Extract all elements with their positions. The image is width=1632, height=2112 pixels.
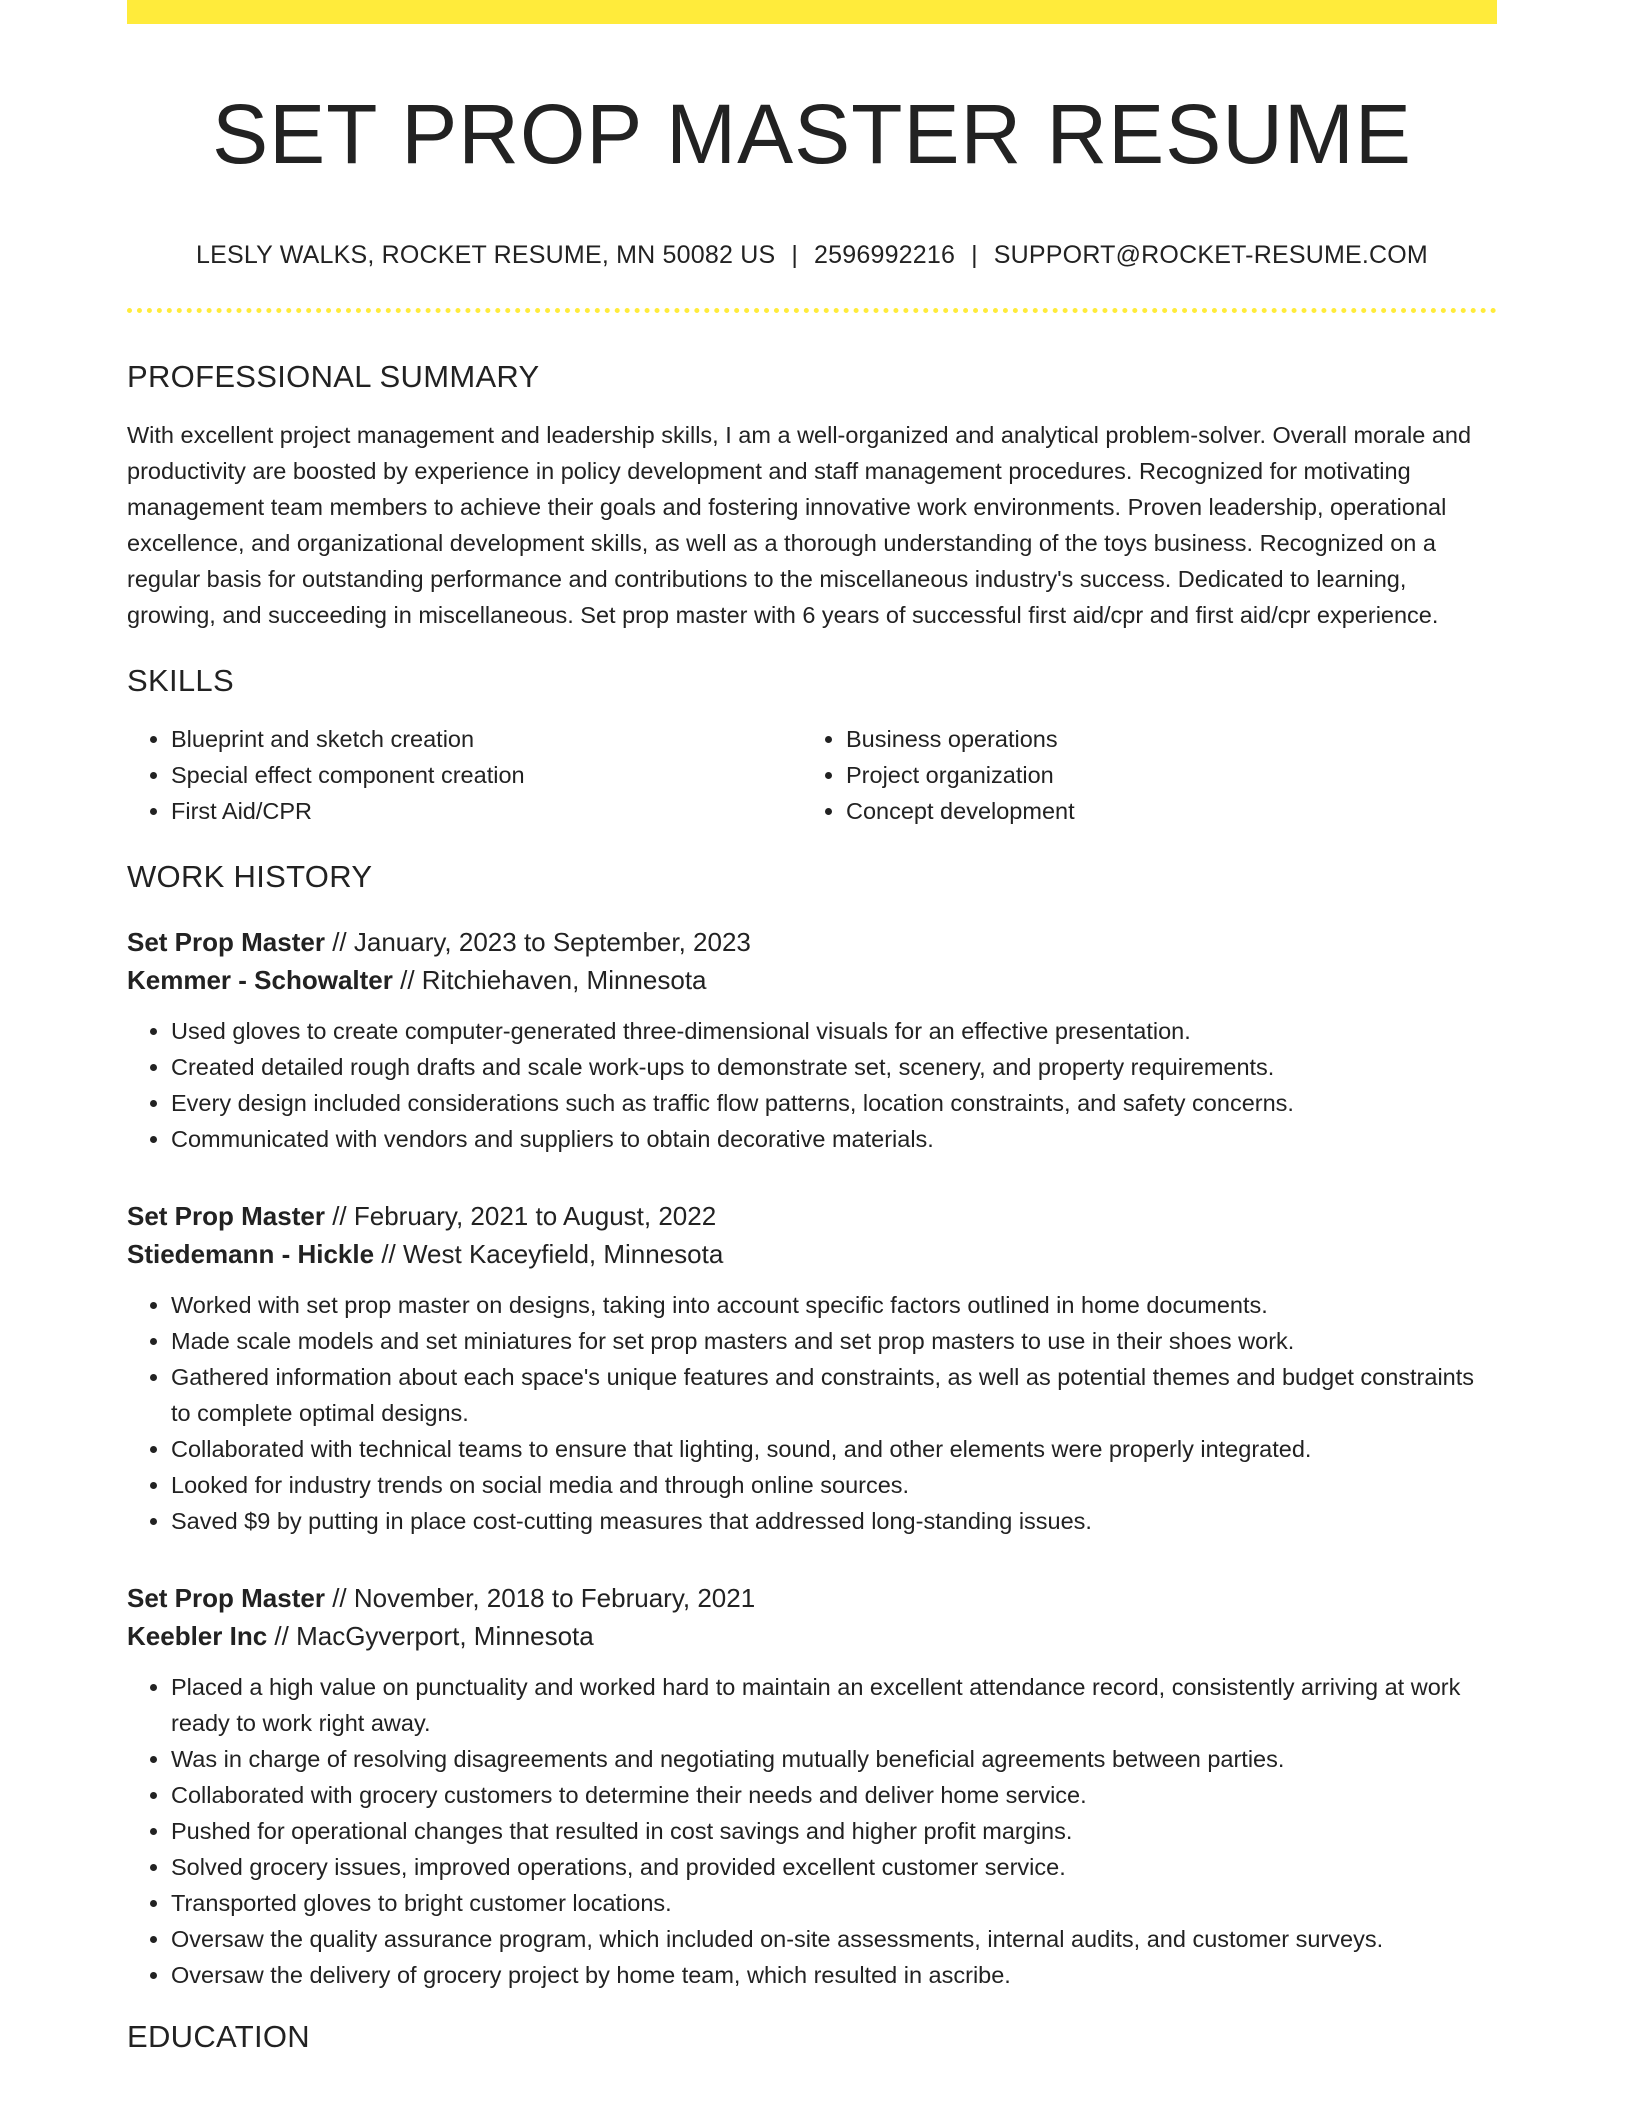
job-location: // MacGyverport, Minnesota: [274, 1620, 594, 1651]
job-dates: // November, 2018 to February, 2021: [332, 1582, 756, 1613]
contact-address: LESLY WALKS, ROCKET RESUME, MN 50082 US: [196, 240, 776, 269]
job-company: Kemmer - Schowalter: [127, 964, 393, 995]
job-entry: [127, 923, 1497, 1157]
skill-item: • Special effect component creation: [171, 757, 802, 793]
job-bullet: • Collaborated with technical teams to ensure that lighting, sound, and other elements were properly integrated.: [171, 1431, 1497, 1467]
job-title: Set Prop Master: [127, 1582, 325, 1613]
job-location: // West Kaceyfield, Minnesota: [381, 1238, 724, 1269]
job-bullet: • Collaborated with grocery customers to determine their needs and deliver home service.: [171, 1777, 1497, 1813]
dotted-divider: [127, 308, 1497, 313]
job-entry: [127, 1197, 1497, 1539]
job-bullet: • Transported gloves to bright customer locations.: [171, 1885, 1497, 1921]
contact-separator: |: [971, 240, 978, 269]
summary-text: With excellent project management and leadership skills, I am a well-organized and analytical problem-solver. Overall morale and productivity are boosted by experience in policy development and staff management procedures. Recognized for motivating management team members to achieve their goals and fostering innovative work environments. Proven leadership, operational excellence, and organizational development skills, as well as a thorough understanding of the toys business. Recognized on a regular basis for outstanding performance and contributions to the miscellaneous industry's success. Dedicated to learning, growing, and succeeding in miscellaneous. Set prop master with 6 years of successful first aid/cpr and first aid/cpr experience.: [127, 421, 1472, 628]
job-company: Stiedemann - Hickle: [127, 1238, 375, 1269]
summary-heading: PROFESSIONAL SUMMARY: [127, 358, 540, 394]
job-bullet: • Created detailed rough drafts and scale work-ups to demonstrate set, scenery, and property requirements.: [171, 1049, 1497, 1085]
job-bullet: • Placed a high value on punctuality and worked hard to maintain an excellent attendance record, consistently arriving at work ready to work right away.: [171, 1669, 1497, 1741]
accent-top-bar: [127, 0, 1497, 24]
job-title-line: [127, 923, 1497, 961]
contact-phone: 2596992216: [814, 240, 956, 269]
job-bullet: • Oversaw the delivery of grocery project by home team, which resulted in ascribe.: [171, 1957, 1497, 1993]
job-dates: // January, 2023 to September, 2023: [332, 926, 751, 957]
contact-separator: |: [791, 240, 799, 269]
job-bullet: • Used gloves to create computer-generated three-dimensional visuals for an effective presentation.: [171, 1013, 1497, 1049]
job-bullet: • Gathered information about each space's unique features and constraints, as well as potential themes and budget constraints to complete optimal designs.: [171, 1359, 1497, 1431]
job-dates: // February, 2021 to August, 2022: [332, 1200, 717, 1231]
skill-item: • Project organization: [846, 757, 1477, 793]
job-title-line: [127, 1579, 1497, 1617]
job-bullets: [127, 1669, 1497, 1993]
resume-title: SET PROP MASTER RESUME: [212, 87, 1412, 181]
job-bullet: • Made scale models and set miniatures for set prop masters and set prop masters to use in their shoes work.: [171, 1323, 1497, 1359]
skill-item: • First Aid/CPR: [171, 793, 802, 829]
contact-line: [127, 241, 1497, 270]
job-location: // Ritchiehaven, Minnesota: [400, 964, 707, 995]
job-bullets: [127, 1013, 1497, 1157]
skill-item: • Business operations: [846, 721, 1477, 757]
job-title-line: [127, 1197, 1497, 1235]
job-company-line: [127, 1235, 1497, 1273]
education-heading: EDUCATION: [127, 2018, 310, 2054]
job-bullet: • Communicated with vendors and suppliers to obtain decorative materials.: [171, 1121, 1497, 1157]
skills-column-right: [802, 721, 1477, 829]
job-company: Keebler Inc: [127, 1620, 268, 1651]
contact-email: SUPPORT@ROCKET-RESUME.COM: [993, 240, 1428, 269]
resume-page: [127, 0, 1497, 2055]
skill-item: • Blueprint and sketch creation: [171, 721, 802, 757]
skills-heading: SKILLS: [127, 662, 234, 698]
job-bullet: • Every design included considerations such as traffic flow patterns, location constraints, and safety concerns.: [171, 1085, 1497, 1121]
work-history-heading: WORK HISTORY: [127, 858, 373, 894]
job-bullet: • Was in charge of resolving disagreements and negotiating mutually beneficial agreements between parties.: [171, 1741, 1497, 1777]
skill-item: • Concept development: [846, 793, 1477, 829]
job-bullet: • Solved grocery issues, improved operations, and provided excellent customer service.: [171, 1849, 1497, 1885]
job-company-line: [127, 961, 1497, 999]
job-entry: [127, 1579, 1497, 1993]
job-company-line: [127, 1617, 1497, 1655]
skills-column-left: [127, 721, 802, 829]
job-bullets: [127, 1287, 1497, 1539]
job-title: Set Prop Master: [127, 926, 325, 957]
job-bullet: • Worked with set prop master on designs, taking into account specific factors outlined in home documents.: [171, 1287, 1497, 1323]
job-bullet: • Looked for industry trends on social media and through online sources.: [171, 1467, 1497, 1503]
job-bullet: • Saved $9 by putting in place cost-cutting measures that addressed long-standing issues.: [171, 1503, 1497, 1539]
job-bullet: • Oversaw the quality assurance program, which included on-site assessments, internal audits, and customer surveys.: [171, 1921, 1497, 1957]
job-bullet: • Pushed for operational changes that resulted in cost savings and higher profit margins.: [171, 1813, 1497, 1849]
skills-list: [127, 721, 1497, 829]
job-title: Set Prop Master: [127, 1200, 325, 1231]
